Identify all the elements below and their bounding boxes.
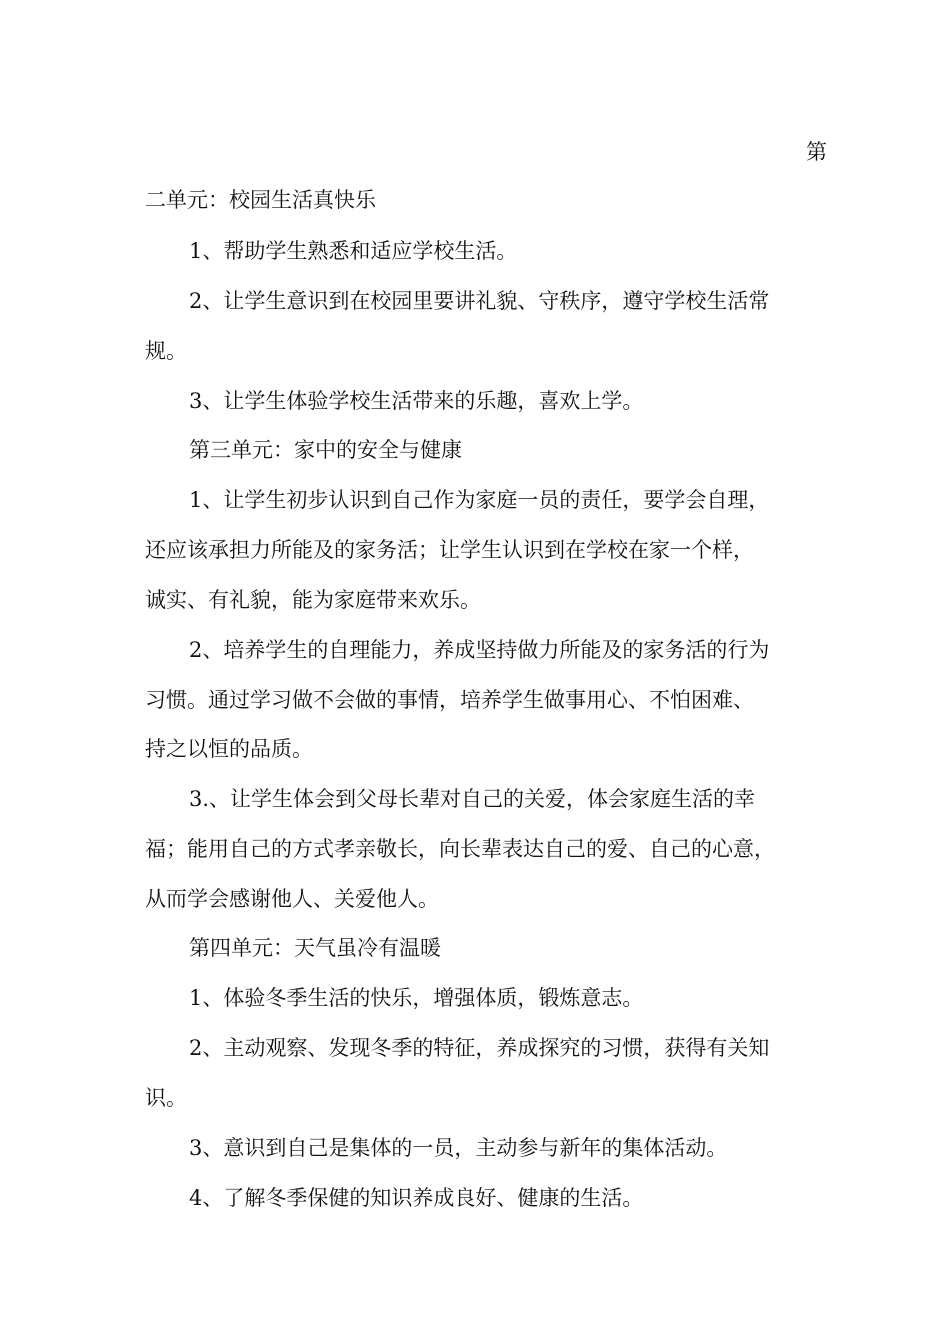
paragraph-line: 1、让学生初步认识到自己作为家庭一员的责任，要学会自理， — [189, 488, 770, 512]
unit-two-heading: 二单元：校园生活真快乐 — [145, 188, 376, 212]
unit-three-heading: 第三单元：家中的安全与健康 — [189, 438, 462, 462]
paragraph-line: 2、培养学生的自理能力，养成坚持做力所能及的家务活的行为 — [189, 638, 770, 662]
paragraph-line: 福；能用自己的方式孝亲敬长，向长辈表达自己的爱、自己的心意， — [145, 837, 775, 861]
paragraph-line: 规。 — [145, 339, 187, 363]
paragraph-line: 1、体验冬季生活的快乐，增强体质，锻炼意志。 — [189, 986, 644, 1010]
paragraph-line: 2、让学生意识到在校园里要讲礼貌、守秩序，遵守学校生活常 — [189, 289, 770, 313]
paragraph-line: 3、让学生体验学校生活带来的乐趣，喜欢上学。 — [189, 389, 644, 413]
paragraph-line: 持之以恒的品质。 — [145, 737, 313, 761]
paragraph-line: 3、意识到自己是集体的一员，主动参与新年的集体活动。 — [189, 1136, 728, 1160]
paragraph-line: 2、主动观察、发现冬季的特征，养成探究的习惯，获得有关知 — [189, 1036, 770, 1060]
paragraph-line: 1、帮助学生熟悉和适应学校生活。 — [189, 239, 518, 263]
paragraph-line: 4、了解冬季保健的知识养成良好、健康的生活。 — [189, 1186, 644, 1210]
paragraph-line: 还应该承担力所能及的家务活；让学生认识到在学校在家一个样， — [145, 538, 754, 562]
text-line-di: 第 — [806, 140, 827, 164]
paragraph-line: 从而学会感谢他人、关爱他人。 — [145, 887, 439, 911]
paragraph-line: 识。 — [145, 1086, 187, 1110]
unit-four-heading: 第四单元：天气虽冷有温暖 — [189, 936, 441, 960]
paragraph-line: 3.、让学生体会到父母长辈对自己的关爱，体会家庭生活的幸 — [189, 787, 756, 811]
paragraph-line: 诚实、有礼貌，能为家庭带来欢乐。 — [145, 588, 481, 612]
paragraph-line: 习惯。通过学习做不会做的事情，培养学生做事用心、不怕困难、 — [145, 688, 754, 712]
